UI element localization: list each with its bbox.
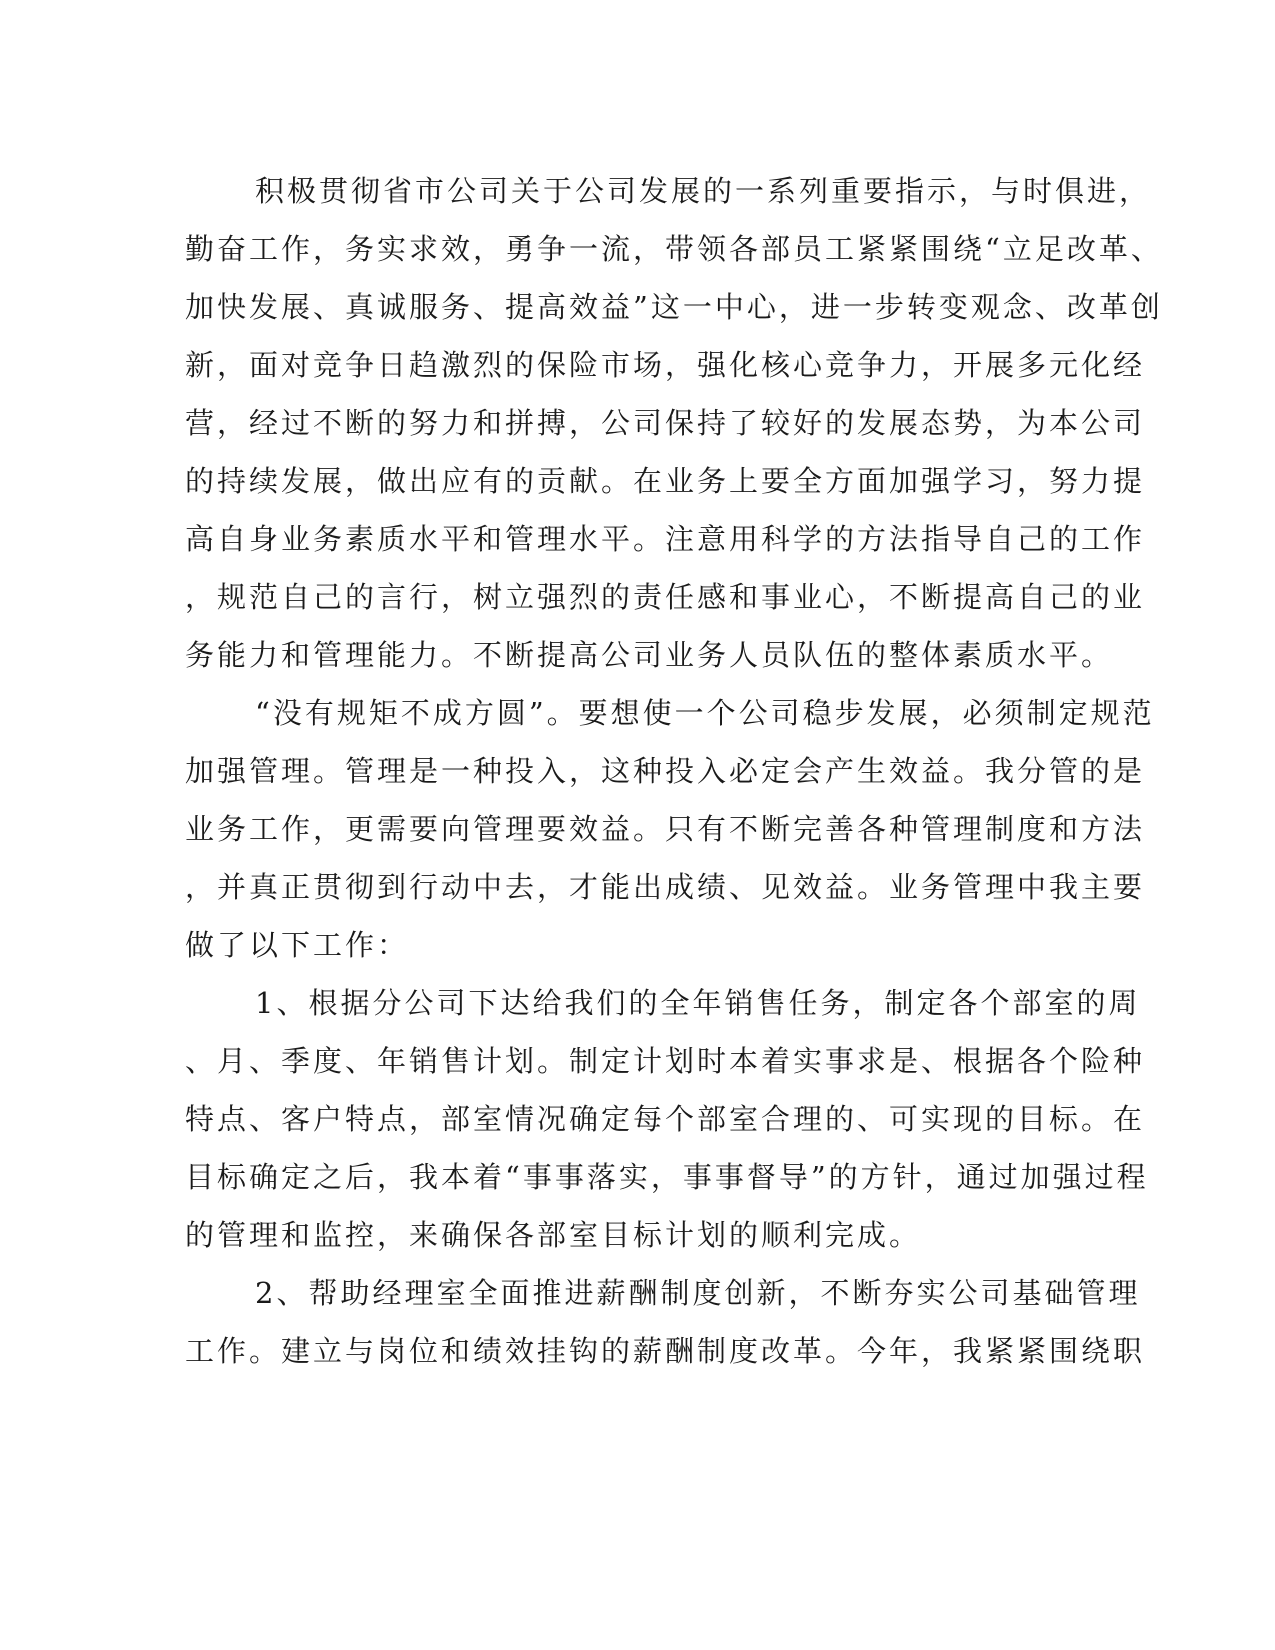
paragraph-1-line-7: 高自身业务素质水平和管理水平。注意用科学的方法指导自己的工作 (185, 522, 1146, 556)
paragraph-2-line-1: “没有规矩不成方圆”。要想使一个公司稳步发展，必须制定规范 (255, 696, 1155, 730)
paragraph-1-line-5: 营，经过不断的努力和拼搏，公司保持了较好的发展态势，为本公司 (185, 406, 1146, 440)
paragraph-2-line-5: 做了以下工作： (185, 928, 410, 962)
paragraph-2-line-4: ，并真正贯彻到行动中去，才能出成绩、见效益。业务管理中我主要 (185, 870, 1146, 904)
paragraph-3-line-5: 的管理和监控，来确保各部室目标计划的顺利完成。 (185, 1218, 922, 1252)
paragraph-1-line-1: 积极贯彻省市公司关于公司发展的一系列重要指示，与时俱进， (255, 174, 1152, 208)
paragraph-2-line-3: 业务工作，更需要向管理要效益。只有不断完善各种管理制度和方法 (185, 812, 1146, 846)
paragraph-1-line-8: ，规范自己的言行，树立强烈的责任感和事业心，不断提高自己的业 (185, 580, 1146, 614)
paragraph-4-line-2: 工作。建立与岗位和绩效挂钩的薪酬制度改革。今年，我紧紧围绕职 (185, 1334, 1146, 1368)
paragraph-1-line-4: 新，面对竞争日趋激烈的保险市场，强化核心竞争力，开展多元化经 (185, 348, 1146, 382)
paragraph-1-line-3: 加快发展、真诚服务、提高效益”这一中心，进一步转变观念、改革创 (185, 290, 1163, 324)
paragraph-1-line-2: 勤奋工作，务实求效，勇争一流，带领各部员工紧紧围绕“立足改革、 (185, 232, 1163, 266)
paragraph-3-line-3: 特点、客户特点，部室情况确定每个部室合理的、可实现的目标。在 (185, 1102, 1146, 1136)
paragraph-3-line-1: 1、根据分公司下达给我们的全年销售任务，制定各个部室的周 (255, 986, 1141, 1020)
paragraph-2-line-2: 加强管理。管理是一种投入，这种投入必定会产生效益。我分管的是 (185, 754, 1146, 788)
paragraph-4-line-1: 2、帮助经理室全面推进薪酬制度创新，不断夯实公司基础管理 (255, 1276, 1141, 1310)
paragraph-3-line-4: 目标确定之后，我本着“事事落实，事事督导”的方针，通过加强过程 (185, 1160, 1149, 1194)
paragraph-1-line-6: 的持续发展，做出应有的贡献。在业务上要全方面加强学习，努力提 (185, 464, 1146, 498)
paragraph-1-line-9: 务能力和管理能力。不断提高公司业务人员队伍的整体素质水平。 (185, 638, 1114, 672)
document-body (185, 162, 1163, 1380)
paragraph-3-line-2: 、月、季度、年销售计划。制定计划时本着实事求是、根据各个险种 (185, 1044, 1146, 1078)
